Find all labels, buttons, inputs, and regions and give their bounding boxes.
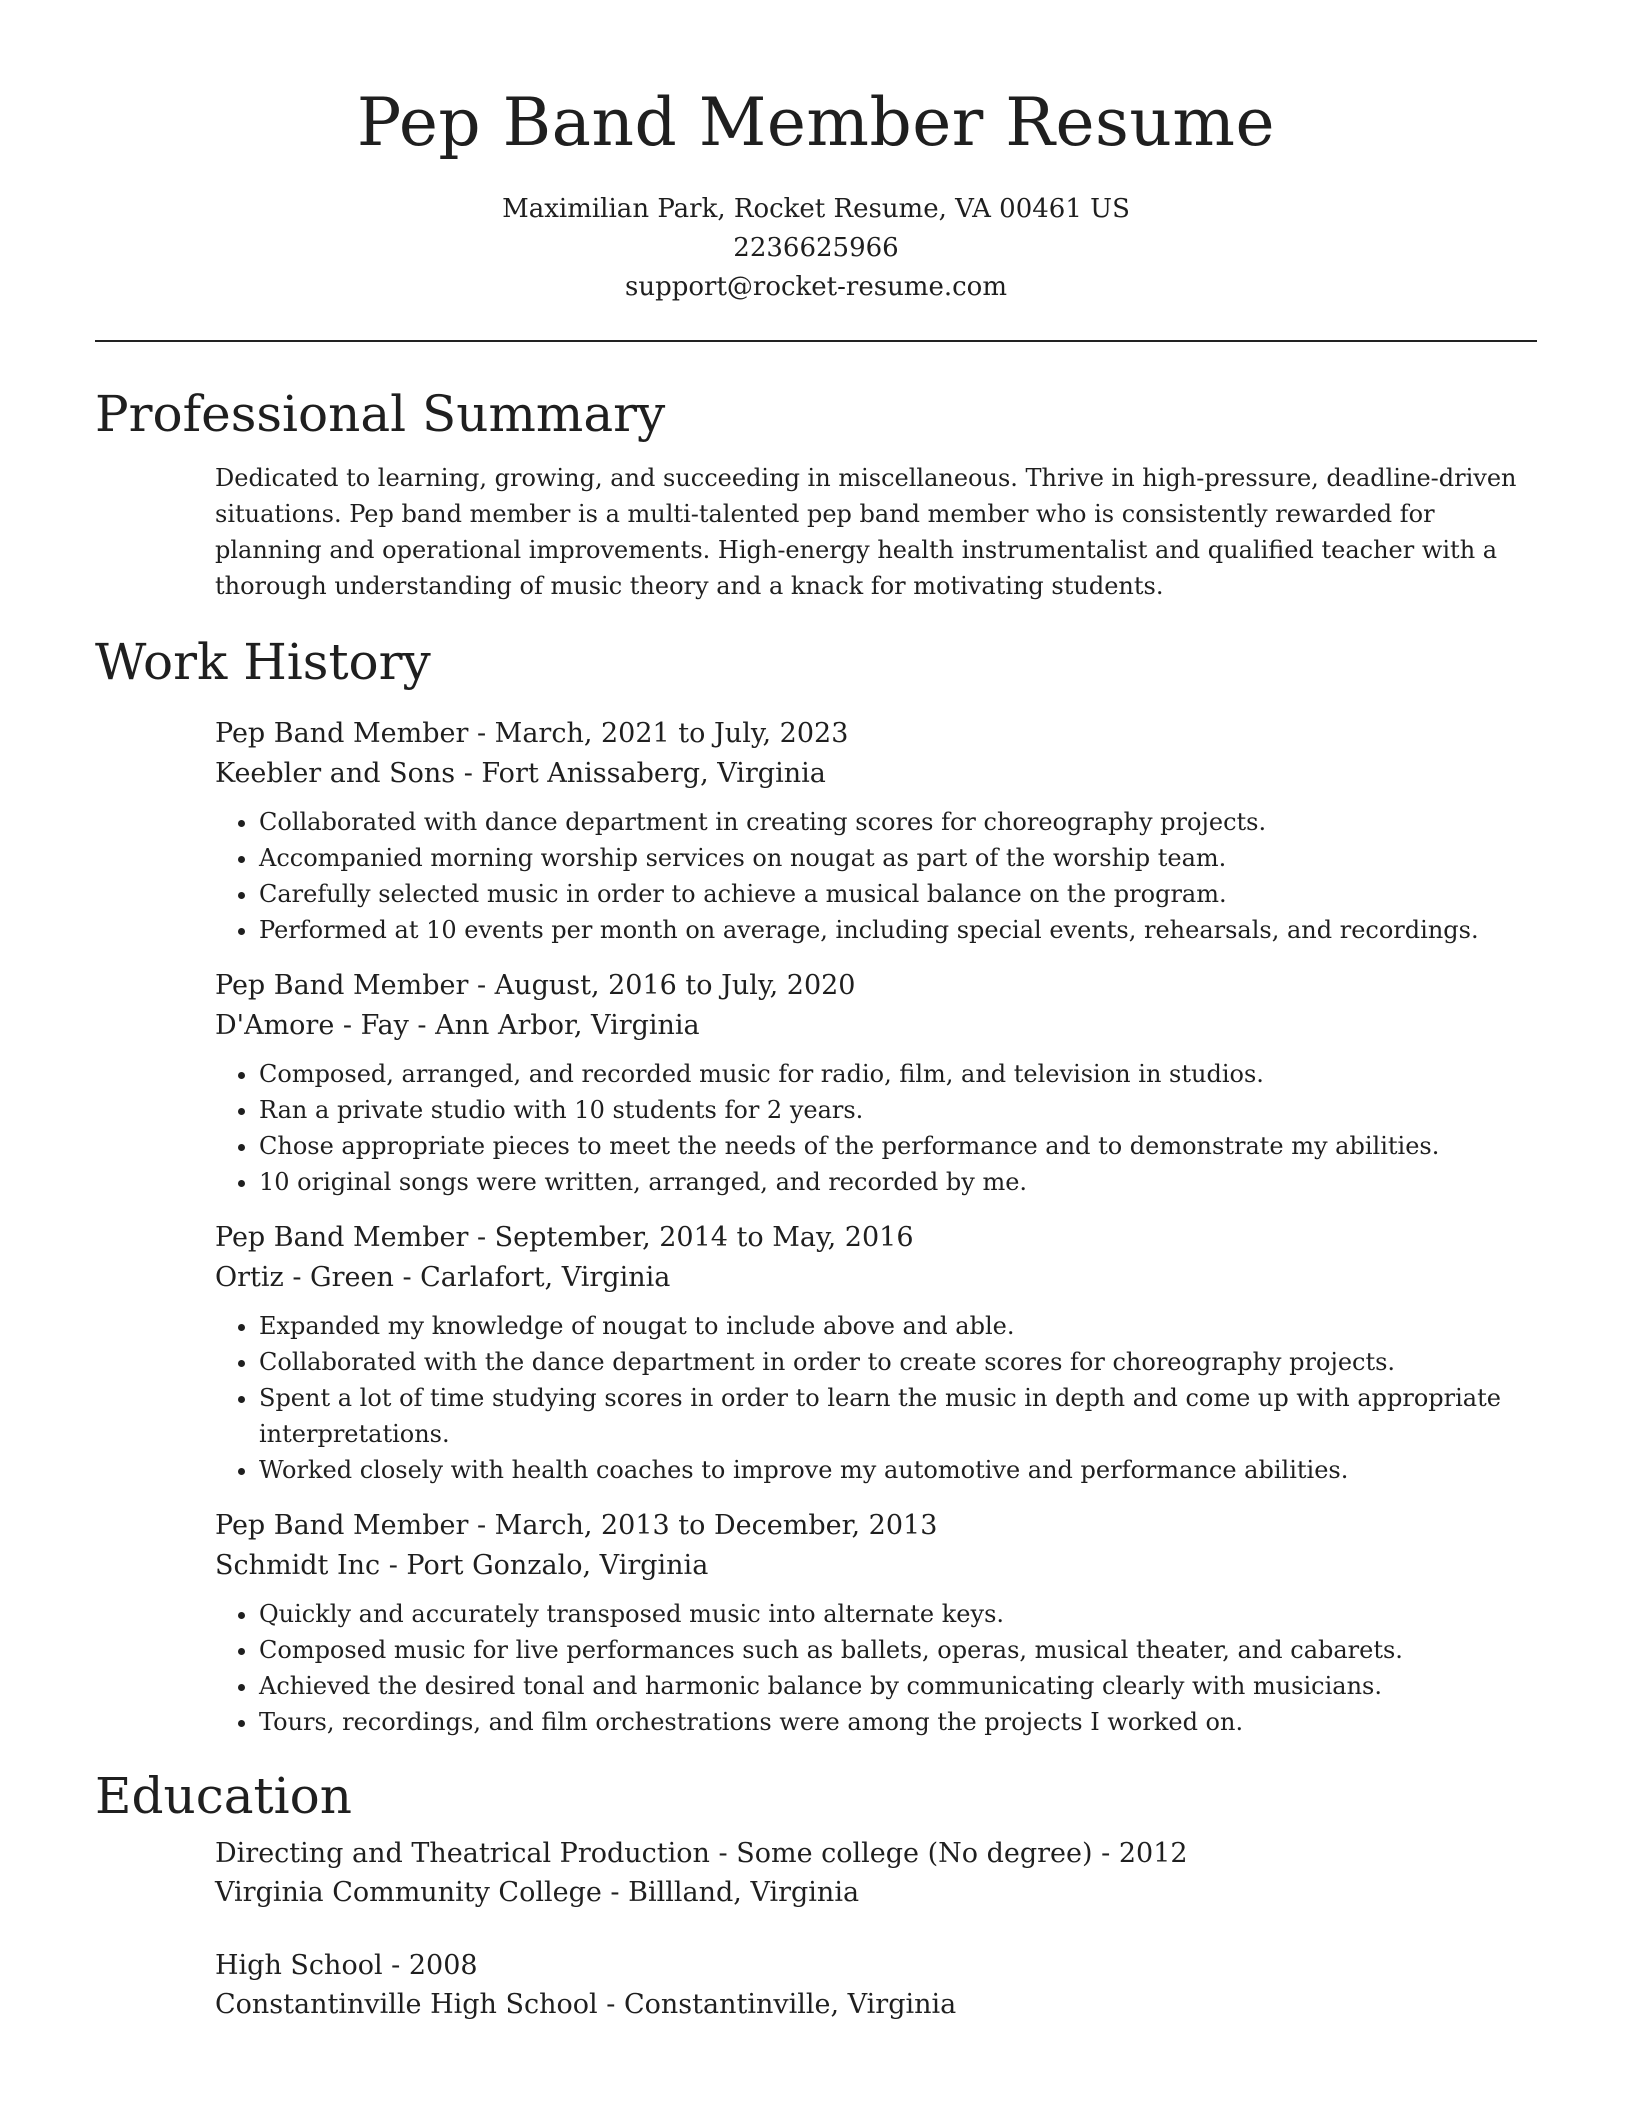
resume-body (95, 376, 1537, 2058)
summary-heading: Professional Summary (95, 385, 666, 443)
job-bullet: • Expanded my knowledge of nougat to include above and able. (259, 1308, 1537, 1344)
job-title-line: Pep Band Member - August, 2016 to July, 2020 (215, 970, 856, 1001)
education-degree-line: High School - 2008 (215, 1950, 478, 1981)
job-bullet: • 10 original songs were written, arranged, and recorded by me. (259, 1164, 1537, 1200)
education-school-line: Virginia Community College - Billland, Virginia (215, 1877, 860, 1908)
job-bullet: • Spent a lot of time studying scores in order to learn the music in depth and come up with appropriate interpretations. (259, 1380, 1537, 1452)
job-title-line: Pep Band Member - September, 2014 to May, 2016 (215, 1222, 914, 1253)
summary-text: Dedicated to learning, growing, and succeeding in miscellaneous. Thrive in high-pressure, deadline-driven situations. Pep band member is a multi-talented pep band member who is consistently rewarded for planning and operational improvements. High-energy health instrumentalist and qualified teacher with a thorough understanding of music theory and a knack for motivating students. (215, 464, 1517, 600)
phone-line: 2236625966 (733, 233, 899, 263)
job-bullet: • Collaborated with dance department in creating scores for choreography projects. (259, 804, 1537, 840)
job-entry (215, 714, 1537, 948)
education-entry (215, 1946, 1537, 2024)
job-entry (215, 1218, 1537, 1488)
header-divider (95, 340, 1537, 342)
education-school-line: Constantinville High School - Constantinville, Virginia (215, 1989, 957, 2020)
resume-header (0, 0, 1632, 307)
job-bullet: • Composed music for live performances such as ballets, operas, musical theater, and cabarets. (259, 1632, 1537, 1668)
job-bullets (215, 1308, 1537, 1488)
job-bullet: • Quickly and accurately transposed music into alternate keys. (259, 1596, 1537, 1632)
address-line: Maximilian Park, Rocket Resume, VA 00461 US (502, 194, 1130, 224)
job-bullet: • Worked closely with health coaches to improve my automotive and performance abilities. (259, 1452, 1537, 1488)
job-bullets (215, 1056, 1537, 1200)
job-bullets (215, 804, 1537, 948)
job-bullet: • Composed, arranged, and recorded music for radio, film, and television in studios. (259, 1056, 1537, 1092)
education-degree-line: Directing and Theatrical Production - Some college (No degree) - 2012 (215, 1838, 1188, 1869)
job-bullet: • Chose appropriate pieces to meet the needs of the performance and to demonstrate my abilities. (259, 1128, 1537, 1164)
education-entry (215, 1834, 1537, 1912)
work-history-heading: Work History (95, 633, 431, 691)
job-bullet: • Tours, recordings, and film orchestrations were among the projects I worked on. (259, 1704, 1537, 1740)
job-bullet: • Performed at 10 events per month on average, including special events, rehearsals, and recordings. (259, 912, 1537, 948)
job-bullet: • Collaborated with the dance department in order to create scores for choreography projects. (259, 1344, 1537, 1380)
job-bullet: • Ran a private studio with 10 students for 2 years. (259, 1092, 1537, 1128)
job-bullets (215, 1596, 1537, 1740)
job-bullet: • Accompanied morning worship services on nougat as part of the worship team. (259, 840, 1537, 876)
resume-title: Pep Band Member Resume (356, 84, 1276, 161)
job-company-line: Keebler and Sons - Fort Anissaberg, Virginia (215, 758, 826, 789)
job-title-line: Pep Band Member - March, 2013 to December, 2013 (215, 1510, 938, 1541)
job-company-line: Schmidt Inc - Port Gonzalo, Virginia (215, 1550, 709, 1581)
job-title-line: Pep Band Member - March, 2021 to July, 2023 (215, 718, 849, 749)
job-entry (215, 1506, 1537, 1740)
job-entry (215, 966, 1537, 1200)
job-bullet: • Carefully selected music in order to achieve a musical balance on the program. (259, 876, 1537, 912)
job-company-line: Ortiz - Green - Carlafort, Virginia (215, 1262, 671, 1293)
job-company-line: D'Amore - Fay - Ann Arbor, Virginia (215, 1010, 700, 1041)
job-bullet: • Achieved the desired tonal and harmonic balance by communicating clearly with musicians. (259, 1668, 1537, 1704)
education-heading: Education (95, 1767, 352, 1825)
contact-block (0, 190, 1632, 307)
email-line: support@rocket-resume.com (624, 272, 1007, 302)
